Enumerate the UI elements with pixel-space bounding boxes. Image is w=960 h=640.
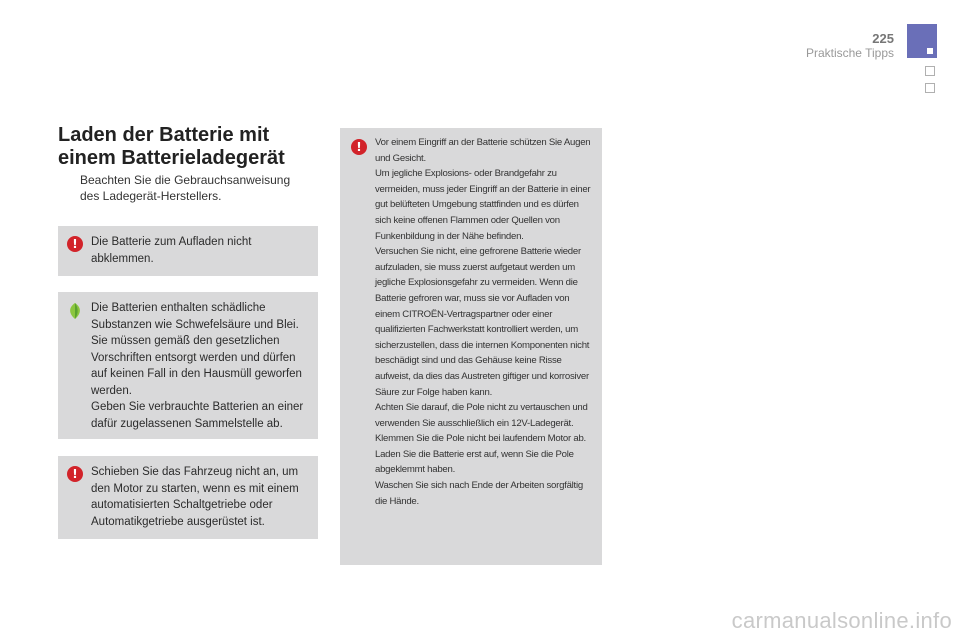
safety-paragraph: Um jegliche Explosions- oder Brandgefahr zu vermeiden, muss jeder Eingriff an der Batterie in einer gut belüfteten Umgebung stattfinden und es dürfen sich keine offenen Flammen oder Quellen von Funkenbildung in der Nähe befinden. <box>375 168 591 242</box>
tab-marker <box>927 48 933 54</box>
warning-box-safety <box>340 128 602 565</box>
safety-paragraph: Versuchen Sie nicht, eine gefrorene Batterie wieder aufzuladen, sie muss zuerst aufgetaut werden um jegliche Explosionsgefahr zu vermeiden. Wenn die Batterie gefroren war, muss sie vor Aufladen von einem CITROËN-Vertragspartner oder einer qualifizierten Fachwerkstatt kontrolliert werden, um sicherzustellen, dass die internen Komponenten nicht beschädigt sind und das Gehäuse keine Risse aufweist, da dies das Austreten giftiger und korrosiver Säure zur Folge haben kann. <box>375 246 590 398</box>
leaf-icon <box>66 302 84 320</box>
safety-paragraph: Achten Sie darauf, die Pole nicht zu vertauschen und verwenden Sie ausschließlich ein 12V-Ladegerät. <box>375 402 588 429</box>
warning-icon: ! <box>351 139 367 155</box>
page-title <box>58 124 285 170</box>
bullet-text: Beachten Sie die Gebrauchsanweisung des Ladegerät-Herstellers. <box>80 173 291 203</box>
bullet-marker <box>60 172 80 204</box>
eco-paragraph: Geben Sie verbrauchte Batterien an einer dafür zugelassenen Sammelstelle ab. <box>91 401 304 430</box>
warning-icon: ! <box>67 236 83 252</box>
safety-text <box>375 135 594 509</box>
eco-paragraph: Die Batterien enthalten schädliche Substanzen wie Schwefelsäure und Blei. Sie müssen gemäß den gesetzlichen Vorschriften entsorgt werden und dürfen auf keinen Fall in den Hausmüll geworfen werden. <box>91 302 302 397</box>
eco-text <box>91 300 310 432</box>
warning-text: Die Batterie zum Aufladen nicht abklemmen. <box>91 236 252 265</box>
safety-paragraph: Klemmen Sie die Pole nicht bei laufendem Motor ab. <box>375 433 586 445</box>
chapter-tab <box>907 24 937 58</box>
title-line-2: einem Batterieladegerät <box>58 147 285 169</box>
warning-box-disconnect <box>58 226 318 276</box>
watermark: carmanualsonline.info <box>731 608 952 633</box>
page-number: 225 <box>872 31 894 46</box>
warning-text: Schieben Sie das Fahrzeug nicht an, um den Motor zu starten, wenn es mit einem automatisierten Schaltgetriebe oder Automatikgetriebe ausgerüstet ist. <box>91 466 299 528</box>
chapter-tab-box <box>925 83 935 93</box>
instruction-bullet <box>60 172 310 204</box>
safety-paragraph: Laden Sie die Batterie erst auf, wenn Sie die Pole abgeklemmt haben. <box>375 448 574 476</box>
title-line-1: Laden der Batterie mit <box>58 124 270 146</box>
safety-paragraph: Waschen Sie sich nach Ende der Arbeiten sorgfältig die Hände. <box>375 480 583 507</box>
chapter-tab-box <box>925 66 935 76</box>
eco-box-disposal <box>58 292 318 439</box>
warning-box-push-start <box>58 456 318 539</box>
safety-paragraph: Vor einem Eingriff an der Batterie schützen Sie Augen und Gesicht. <box>375 137 591 164</box>
section-label: Praktische Tipps <box>805 46 894 60</box>
warning-icon: ! <box>67 466 83 482</box>
